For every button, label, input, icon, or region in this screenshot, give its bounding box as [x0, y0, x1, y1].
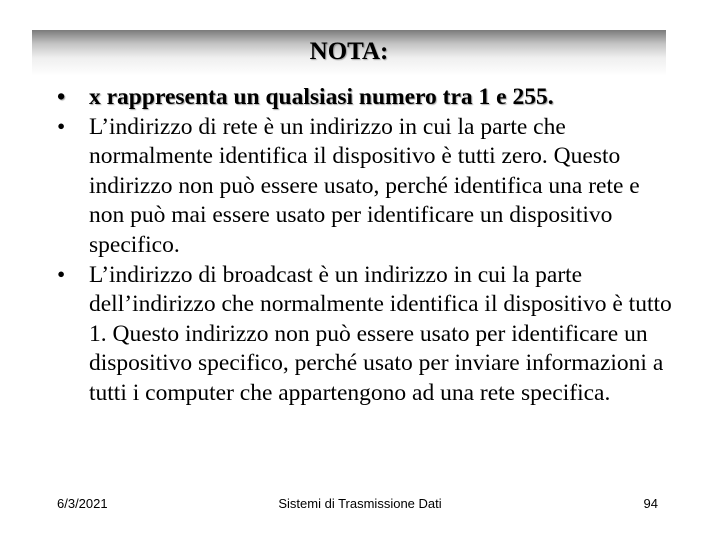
- bullet-text: L’indirizzo di broadcast è un indirizzo in cui la parte dell’indirizzo che normalmente identifica il dispositivo è tutto 1. Questo indirizzo non può essere usato per identificare un dispositivo specifico, perché usato per inviare informazioni a tutti i computer che appartengono ad una rete specifica.: [89, 261, 672, 406]
- bullet-text: x rappresenta un qualsiasi numero tra 1 e 255.: [89, 84, 554, 110]
- footer-title: Sistemi di Trasmissione Dati: [278, 496, 442, 511]
- bullet-text: L’indirizzo di rete è un indirizzo in cui la parte che normalmente identifica il dispositivo è tutti zero. Questo indirizzo non può essere usato, perché identifica una rete e non può mai essere usato per identificare un dispositivo specifico.: [89, 113, 640, 258]
- slide-title: NOTA:: [309, 38, 389, 65]
- bullet-item: [57, 261, 677, 409]
- bullet-marker: •: [57, 113, 66, 140]
- page-number: 94: [643, 496, 658, 511]
- bullet-list: [57, 83, 677, 409]
- title-bar: [32, 30, 666, 76]
- bullet-marker: •: [57, 84, 66, 110]
- bullet-item: [57, 83, 677, 113]
- bullet-item: [57, 113, 677, 261]
- bullet-marker: •: [57, 261, 66, 288]
- footer-date: 6/3/2021: [57, 496, 108, 511]
